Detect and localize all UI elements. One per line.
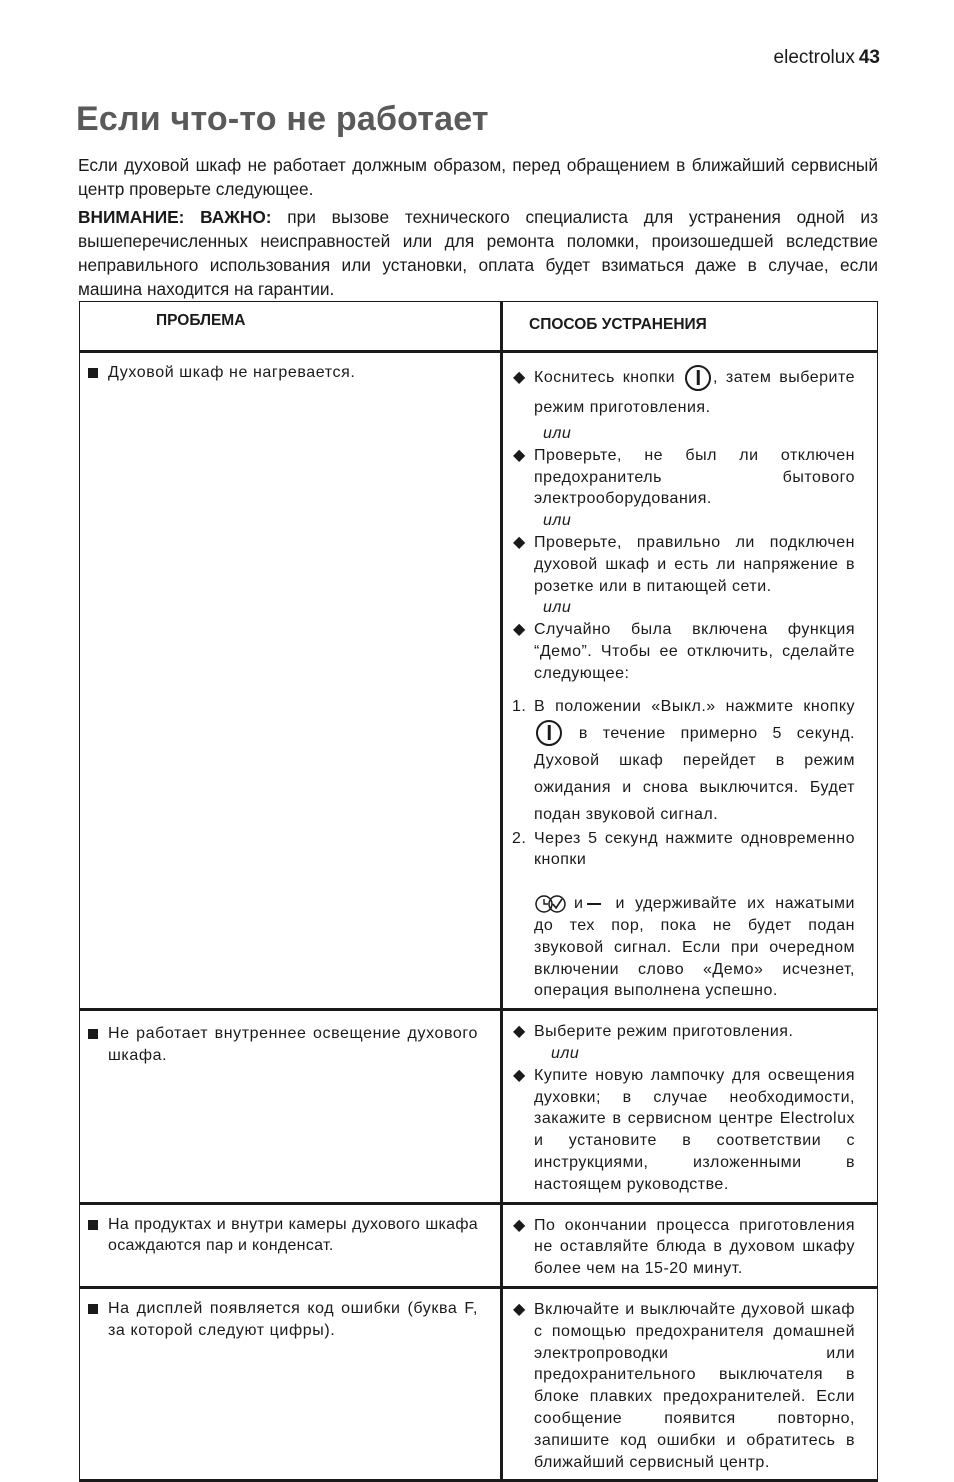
square-bullet-icon — [88, 1220, 98, 1230]
problem-item: Духовой шкаф не нагревается. — [88, 362, 478, 384]
solution-item: ◆ По окончании процесса приготовления не оставляйте блюда в духовом шкафу более чем на 15-20 минут. — [513, 1216, 855, 1278]
problem-cell — [80, 352, 502, 1010]
power-button-icon — [536, 720, 562, 746]
square-bullet-icon — [88, 1029, 98, 1039]
page-header — [774, 47, 880, 69]
problem-cell — [80, 1203, 502, 1287]
diamond-bullet-icon: ◆ — [513, 621, 526, 639]
diamond-bullet-icon: ◆ — [513, 1216, 526, 1234]
solution-cell — [502, 1010, 878, 1203]
problem-item: На продуктах и внутри камеры духового шкафа осаждаются пар и конденсат. — [88, 1214, 478, 1258]
solution-item: ◆ Включайте и выключайте духовой шкаф с помощью предохранителя домашней электропроводки или предохранительного выключателя в блоке плавких предохранителей. Если сообщение появится повторно, запишите код ошибки и обратитесь в ближайший сервисный центр. — [513, 1300, 855, 1471]
diamond-bullet-icon: ◆ — [513, 446, 526, 464]
page-title: Если что-то не работает — [76, 100, 489, 138]
table-header-row — [80, 302, 878, 352]
solution-cell — [502, 352, 878, 1010]
diamond-bullet-icon: ◆ — [513, 1066, 526, 1084]
diamond-bullet-icon: ◆ — [513, 369, 526, 386]
solution-item: ◆ Купите новую лампочку для освещения духовки; в случае необходимости, закажите в сервисном центре Electrolux и установите в соответствии с инструкциями, изложенными в настоящем руководстве. — [513, 1066, 855, 1193]
solution-item: ◆ Выберите режим приготовления. — [513, 1021, 855, 1043]
or-label: или — [551, 1044, 580, 1062]
troubleshooting-table — [79, 301, 878, 1482]
minus-button-icon — [587, 903, 601, 905]
numbered-step: 1. В положении «Выкл.» нажмите кнопку в течение примерно 5 секунд. Духовой шкаф перейдет в режим ожидания и снова выключится. Будет подан звуковой сигнал. — [512, 697, 855, 823]
diamond-bullet-icon: ◆ — [513, 533, 526, 551]
or-label: или — [543, 599, 572, 617]
solution-item: ◆ Проверьте, не был ли отключен предохранитель бытового электрооборудования. — [513, 446, 855, 508]
warning-text: при вызове технического специалиста для устранения одной из вышеперечисленных неисправностей или для ремонта поломки, произошедшей вследствие неправильного использования или установки, оплата будет взиматься даже в случае, если машина находится на гарантии. — [78, 207, 878, 299]
diamond-bullet-icon: ◆ — [513, 1023, 526, 1041]
page-number: 43 — [858, 47, 880, 68]
intro-paragraph: Если духовой шкаф не работает должным образом, перед обращением в ближайший сервисный центр проверьте следующее. — [78, 155, 878, 199]
problem-cell — [80, 1287, 502, 1480]
or-label: или — [543, 512, 572, 530]
problem-item: Не работает внутреннее освещение духового шкафа. — [88, 1020, 478, 1067]
problem-cell — [80, 1010, 502, 1203]
table-row — [80, 1203, 878, 1287]
solution-item: ◆ Случайно была включена функция “Демо”. Чтобы ее отключить, сделайте следующее: — [513, 621, 855, 682]
solution-cell — [502, 1287, 878, 1480]
intro-section — [78, 153, 878, 305]
table-row — [80, 1010, 878, 1203]
brand-name: electrolux — [773, 47, 855, 68]
header-problem: ПРОБЛЕМА — [80, 302, 502, 352]
header-solution: СПОСОБ УСТРАНЕНИЯ — [502, 302, 878, 352]
warning-label: ВНИМАНИЕ: ВАЖНО: — [78, 207, 272, 227]
power-button-icon — [685, 365, 711, 391]
square-bullet-icon — [88, 368, 98, 378]
solution-item: ◆ Проверьте, правильно ли подключен духовой шкаф и есть ли напряжение в розетке или в питающей сети. — [513, 533, 855, 595]
solution-cell — [502, 1203, 878, 1287]
solution-item: ◆ Коснитесь кнопки , затем выберите режим приготовления. — [513, 363, 855, 423]
or-label: или — [543, 425, 572, 442]
warning-paragraph — [78, 205, 878, 301]
table-row — [80, 352, 878, 1010]
problem-item: На дисплей появляется код ошибки (буква F, за которой следуют цифры). — [88, 1298, 478, 1342]
table-row — [80, 1287, 878, 1480]
numbered-step: 2. Через 5 секунд нажмите одновременно кнопки и и удерживайте их нажатыми до тех пор, пока не будет подан звуковой сигнал. Если при очередном включении слово «Демо» исчезнет, операция выполнена успешно. — [512, 829, 855, 1000]
timer-check-icon — [534, 893, 568, 915]
diamond-bullet-icon: ◆ — [513, 1300, 526, 1318]
square-bullet-icon — [88, 1304, 98, 1314]
